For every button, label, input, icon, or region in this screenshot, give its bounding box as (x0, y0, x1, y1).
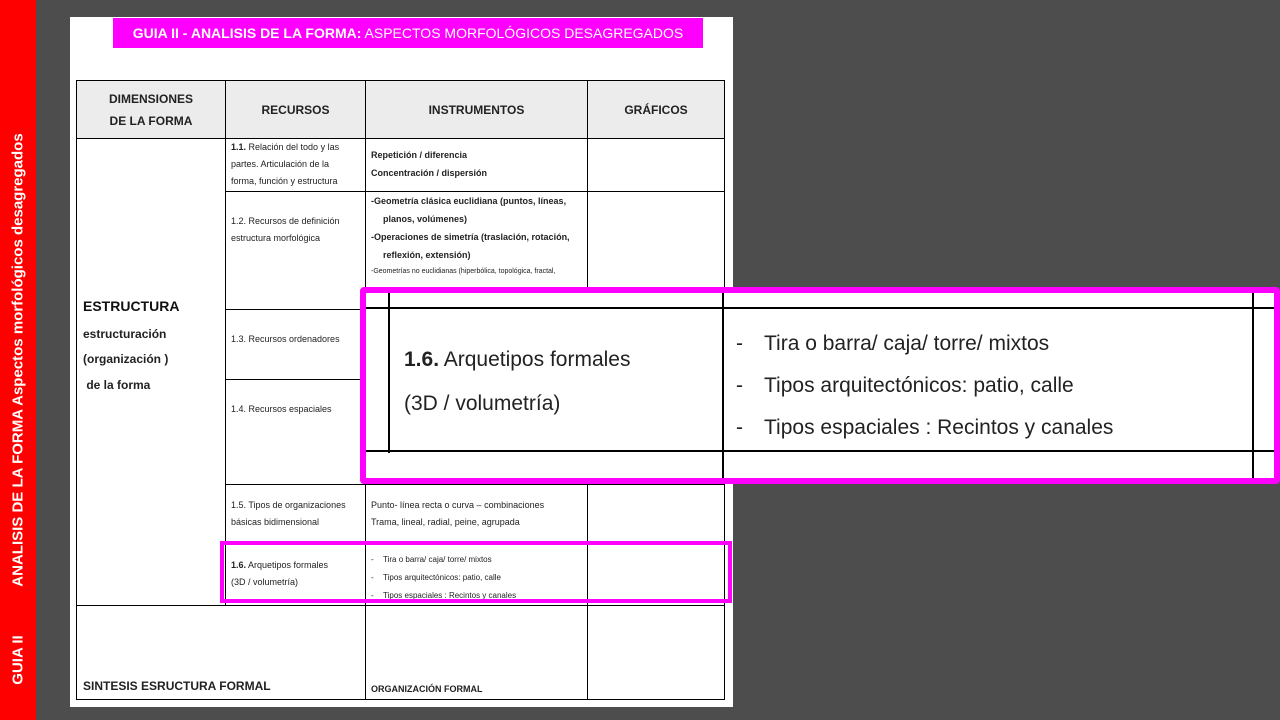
header-dimensiones-line2: DE LA FORMA (109, 114, 193, 128)
bullet-dash: - (371, 591, 374, 600)
divider (76, 605, 725, 606)
instrumento-1-2-l1: -Geometría clásica euclidiana (puntos, líneas, (371, 196, 567, 206)
recurso-1-1-num: 1.1. (231, 142, 247, 152)
list-item (736, 323, 1113, 365)
header-instrumentos: INSTRUMENTOS (428, 103, 525, 117)
instrumento-1-2-l3: -Operaciones de simetría (traslación, rotación, (371, 232, 570, 242)
recurso-1-1 (231, 139, 363, 190)
title-normal: ASPECTOS MORFOLÓGICOS DESAGREGADOS (361, 25, 684, 41)
instrumento-1-5 (371, 497, 585, 531)
instrumento-1-1-l1: Repetición / diferencia (371, 150, 468, 160)
instrumento-1-1 (371, 146, 585, 182)
recurso-1-5-l1: 1.5. Tipos de organizaciones (231, 500, 346, 510)
recurso-1-3: 1.3. Recursos ordenadores (231, 334, 340, 344)
sidebar-strip (0, 0, 36, 720)
instrumento-1-6-l3: Tipos espaciales : Recintos y canales (383, 591, 517, 600)
bullet-dash: - (371, 555, 374, 564)
instrumento-1-2-l5: -Geometrías no euclidianas (hiperbólica, topológica, fractal, (371, 268, 556, 275)
instrumento-1-1-l2: Concentración / dispersión (371, 168, 488, 178)
recurso-1-1-l1: Relación del todo y las (246, 142, 340, 152)
list-item (736, 365, 1113, 407)
recurso-1-6-l1: Arquetipos formales (246, 560, 329, 570)
recurso-1-5 (231, 497, 363, 531)
zoom-divider (388, 293, 390, 453)
zoom-item-3: Tipos espaciales : Recintos y canales (764, 416, 1114, 439)
recurso-1-1-l2: partes. Articulación de la (231, 159, 330, 169)
recurso-1-2-l1: 1.2. Recursos de definición (231, 216, 340, 226)
zoom-divider (366, 450, 1274, 452)
footer-organizacion: ORGANIZACIÓN FORMAL (371, 684, 483, 694)
vertical-title: ANALISIS DE LA FORMA Aspectos morfológicos desagregados (9, 133, 27, 587)
recurso-1-5-l2: básicas bidimensional (231, 517, 320, 527)
zoom-divider (1252, 293, 1254, 478)
bullet-dash: - (736, 416, 743, 439)
instrumento-1-6-l1: Tira o barra/ caja/ torre/ mixtos (383, 555, 492, 564)
zoom-divider (722, 293, 724, 478)
recurso-1-2 (231, 213, 363, 247)
zoom-recurso-l1: Arquetipos formales (439, 348, 631, 371)
zoom-recurso-l2: (3D / volumetría) (404, 392, 561, 415)
title-bold: GUIA II - ANALISIS DE LA FORMA: (132, 25, 362, 41)
dimension-line3: de la forma (83, 378, 151, 392)
list-item (736, 407, 1113, 449)
zoom-item-2: Tipos arquitectónicos: patio, calle (764, 374, 1074, 397)
header-dimensiones (77, 82, 225, 138)
instrumento-1-2-l2: planos, volúmenes) (383, 214, 468, 224)
instrumento-1-5-l2: Trama, lineal, radial, peine, agrupada (371, 517, 520, 527)
zoom-divider (366, 307, 1274, 309)
dimension-title: ESTRUCTURA (83, 298, 180, 314)
zoom-item-1: Tira o barra/ caja/ torre/ mixtos (764, 332, 1050, 355)
footer-sintesis: SINTESIS ESRUCTURA FORMAL (83, 679, 271, 693)
divider (225, 80, 226, 605)
dimension-line1: estructuración (83, 327, 167, 341)
recurso-1-2-l2: estructura morfológica (231, 233, 321, 243)
header-dimensiones-line1: DIMENSIONES (108, 92, 193, 106)
recurso-1-1-l3: forma, función y estructura (231, 176, 338, 186)
row-highlight (220, 541, 732, 603)
divider (76, 138, 725, 139)
zoom-instrumentos-list (736, 323, 1113, 449)
dimension-line2: (organización ) (83, 352, 169, 366)
zoom-recurso-num: 1.6. (404, 348, 440, 371)
zoom-callout (360, 287, 1280, 484)
instrumento-1-2-l4: reflexión, extensión) (383, 250, 471, 260)
document-title (113, 18, 703, 48)
bullet-dash: - (371, 573, 374, 582)
recurso-1-6-l2: (3D / volumetría) (231, 577, 299, 587)
bullet-dash: - (736, 332, 743, 355)
instrumento-1-6-l2: Tipos arquitectónicos: patio, calle (383, 573, 501, 582)
guia-label: GUIA II (9, 635, 27, 685)
bullet-dash: - (736, 374, 743, 397)
header-recursos: RECURSOS (261, 103, 330, 117)
instrumento-1-2 (371, 192, 585, 264)
zoom-recurso (404, 338, 630, 426)
recurso-1-6-num: 1.6. (231, 560, 247, 570)
recurso-1-4: 1.4. Recursos espaciales (231, 404, 332, 414)
header-graficos: GRÁFICOS (624, 103, 688, 117)
divider (225, 484, 725, 485)
instrumento-1-5-l1: Punto- línea recta o curva – combinaciones (371, 500, 545, 510)
